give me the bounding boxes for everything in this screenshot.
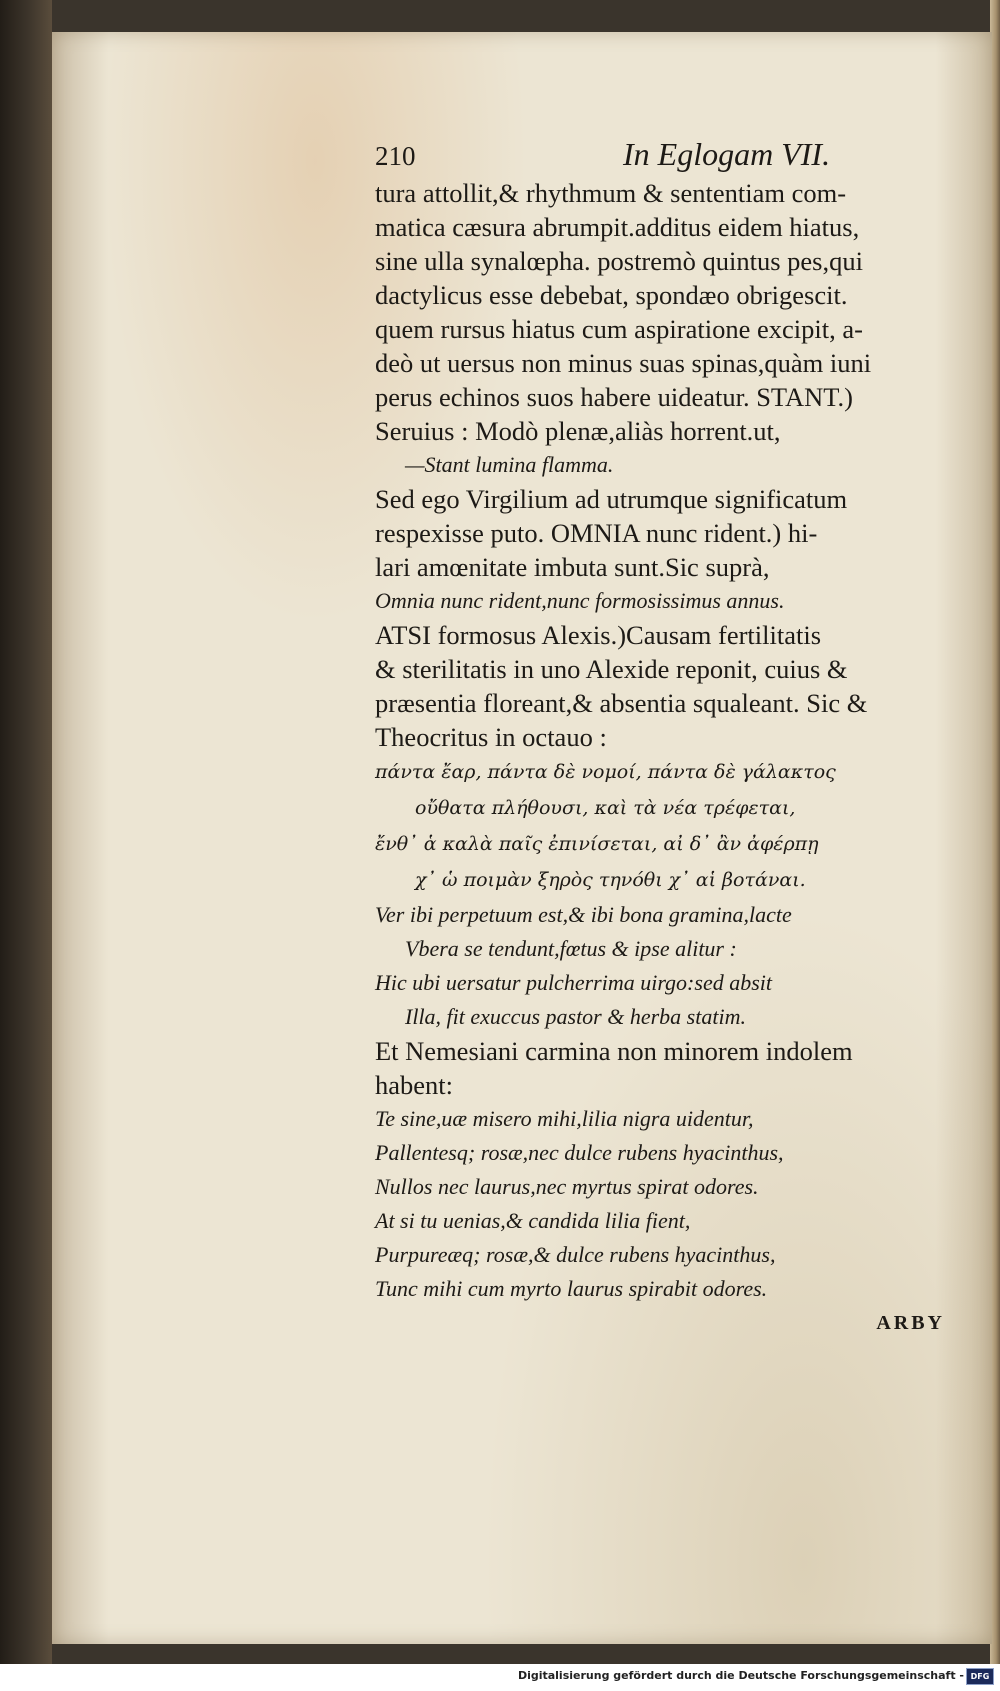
text-line: ATSI formosus Alexis.)Causam fertilitatis — [375, 620, 822, 650]
latin-verse-block-2 — [375, 1102, 965, 1306]
text-line: habent: — [375, 1070, 453, 1100]
text-line: quem rursus hiatus cum aspiratione excipit, a- — [375, 314, 863, 344]
latin-verse-block-1 — [375, 898, 965, 1034]
text-line: perus echinos suos habere uideatur. STANT.) — [375, 382, 853, 412]
text-line: respexisse puto. OMNIA nunc rident.) hi- — [375, 518, 818, 548]
text-line: tura attollit,& rhythmum & sententiam com- — [375, 178, 847, 208]
text-line: deò ut uersus non minus suas spinas,quàm iuni — [375, 348, 872, 378]
text-line: Theocritus in octauo : — [375, 722, 607, 752]
funding-credit: Digitalisierung gefördert durch die Deutsche Forschungsgemeinschaft - — [517, 1669, 964, 1682]
quotation-line: —Stant lumina flamma. — [405, 452, 614, 477]
latin-verse-line: Illa, fit exuccus pastor & herba statim. — [405, 1004, 746, 1029]
greek-verse-block — [375, 754, 965, 898]
text-line: præsentia floreant,& absentia squaleant. Sic & — [375, 688, 868, 718]
text-block — [375, 136, 965, 1340]
text-line: Seruius : Modò plenæ,aliàs horrent.ut, — [375, 416, 781, 446]
running-head: In Eglogam VII. — [623, 136, 831, 172]
latin-verse-line: At si tu uenias,& candida lilia fient, — [375, 1208, 691, 1233]
quotation-line: Omnia nunc rident,nunc formosissimus annus. — [375, 588, 785, 613]
latin-verse-line: Nullos nec laurus,nec myrtus spirat odores. — [375, 1174, 759, 1199]
latin-verse-line: Vbera se tendunt,fœtus & ipse alitur : — [405, 936, 737, 961]
dfg-logo: DFG — [966, 1668, 994, 1685]
greek-verse-line: χ᾽ ὡ ποιμὰν ξηρὸς τηνόθι χ᾽ αἱ βοτάναι. — [415, 869, 806, 891]
commentary-paragraph-3 — [375, 618, 965, 754]
text-line: Et Nemesiani carmina non minorem indolem — [375, 1036, 853, 1066]
catchword: ARBY — [876, 1312, 945, 1334]
greek-verse-line: πάντα ἔαρ, πάντα δὲ νομοί, πάντα δὲ γάλακτος — [375, 761, 836, 783]
latin-verse-line: Te sine,uæ misero mihi,lilia nigra uidentur, — [375, 1106, 754, 1131]
text-line: matica cæsura abrumpit.additus eidem hiatus, — [375, 212, 860, 242]
text-line: sine ulla synalœpha. postremò quintus pes,qui — [375, 246, 863, 276]
greek-verse-line: οὔθατα πλήθουσι, καὶ τὰ νέα τρέφεται, — [415, 797, 796, 819]
latin-verse-line: Purpureæq; rosæ,& dulce rubens hyacinthus, — [375, 1242, 776, 1267]
text-line: lari amœnitate imbuta sunt.Sic suprà, — [375, 552, 770, 582]
latin-verse-line: Pallentesq; rosæ,nec dulce rubens hyacinthus, — [375, 1140, 784, 1165]
latin-verse-line: Hic ubi uersatur pulcherrima uirgo:sed absit — [375, 970, 772, 995]
commentary-paragraph-4 — [375, 1034, 965, 1102]
page-header — [375, 136, 965, 176]
text-line: & sterilitatis in uno Alexide reponit, cuius & — [375, 654, 848, 684]
text-line: dactylicus esse debebat, spondæo obrigescit. — [375, 280, 848, 310]
latin-verse-line: Tunc mihi cum myrto laurus spirabit odores. — [375, 1276, 768, 1301]
latin-verse-line: Ver ibi perpetuum est,& ibi bona gramina,lacte — [375, 902, 792, 927]
book-spine — [0, 0, 52, 1664]
page-number: 210 — [375, 141, 416, 171]
commentary-paragraph-2 — [375, 482, 965, 584]
greek-verse-line: ἔνθ᾽ ἁ καλὰ παῖς ἐπινίσεται, αἰ δ᾽ ἂν ἀφέρπῃ — [375, 833, 819, 855]
digitization-footer — [0, 1664, 1000, 1691]
commentary-paragraph-1 — [375, 176, 965, 448]
text-line: Sed ego Virgilium ad utrumque significatum — [375, 484, 848, 514]
